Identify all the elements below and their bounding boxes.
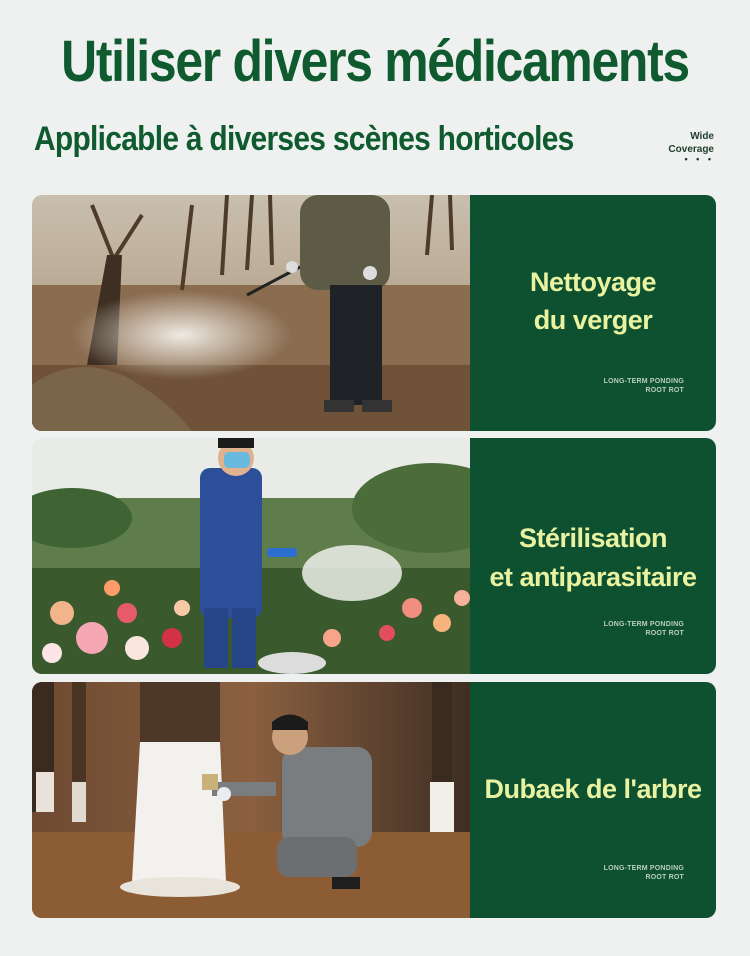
orchard-spraying-photo [32,195,470,431]
orchard-info-panel [470,195,716,431]
card-3-label-line1: Dubaek de l'arbre [484,774,702,804]
card-1-tag-line1: LONG-TERM PONDING [603,378,684,385]
card-1-label-line1: Nettoyage [529,267,657,297]
card-2-label-line2: et antiparasitaire [489,562,697,592]
card-2-tag-line1: LONG-TERM PONDING [603,621,684,628]
rose-garden-spraying-photo [32,438,470,674]
card-1-tag-line2: ROOT ROT [645,387,684,394]
badge-dots: • • • [684,154,714,164]
badge-line2: Coverage [668,144,714,155]
card-1-label-line2: du verger [533,305,653,335]
rose-garden-info-panel [470,438,716,674]
badge-line1: Wide [690,131,714,142]
scene-card-rose-garden [32,438,716,674]
scene-card-orchard [32,195,716,431]
tree-whitewash-info-panel [470,682,716,918]
scene-card-tree-whitewash [32,682,716,918]
card-3-tag [604,864,684,882]
card-3-tag-line2: ROOT ROT [645,874,684,881]
wide-coverage-badge [652,130,714,166]
card-2-tag-line2: ROOT ROT [645,630,684,637]
card-2-tag [604,620,684,638]
card-2-label-line1: Stérilisation [518,523,668,553]
tree-whitewashing-photo [32,682,470,918]
card-1-tag [604,377,684,395]
page-title: Utiliser divers médicaments [61,29,689,94]
page-subtitle: Applicable à diverses scènes horticoles [34,120,574,158]
card-3-tag-line1: LONG-TERM PONDING [603,865,684,872]
